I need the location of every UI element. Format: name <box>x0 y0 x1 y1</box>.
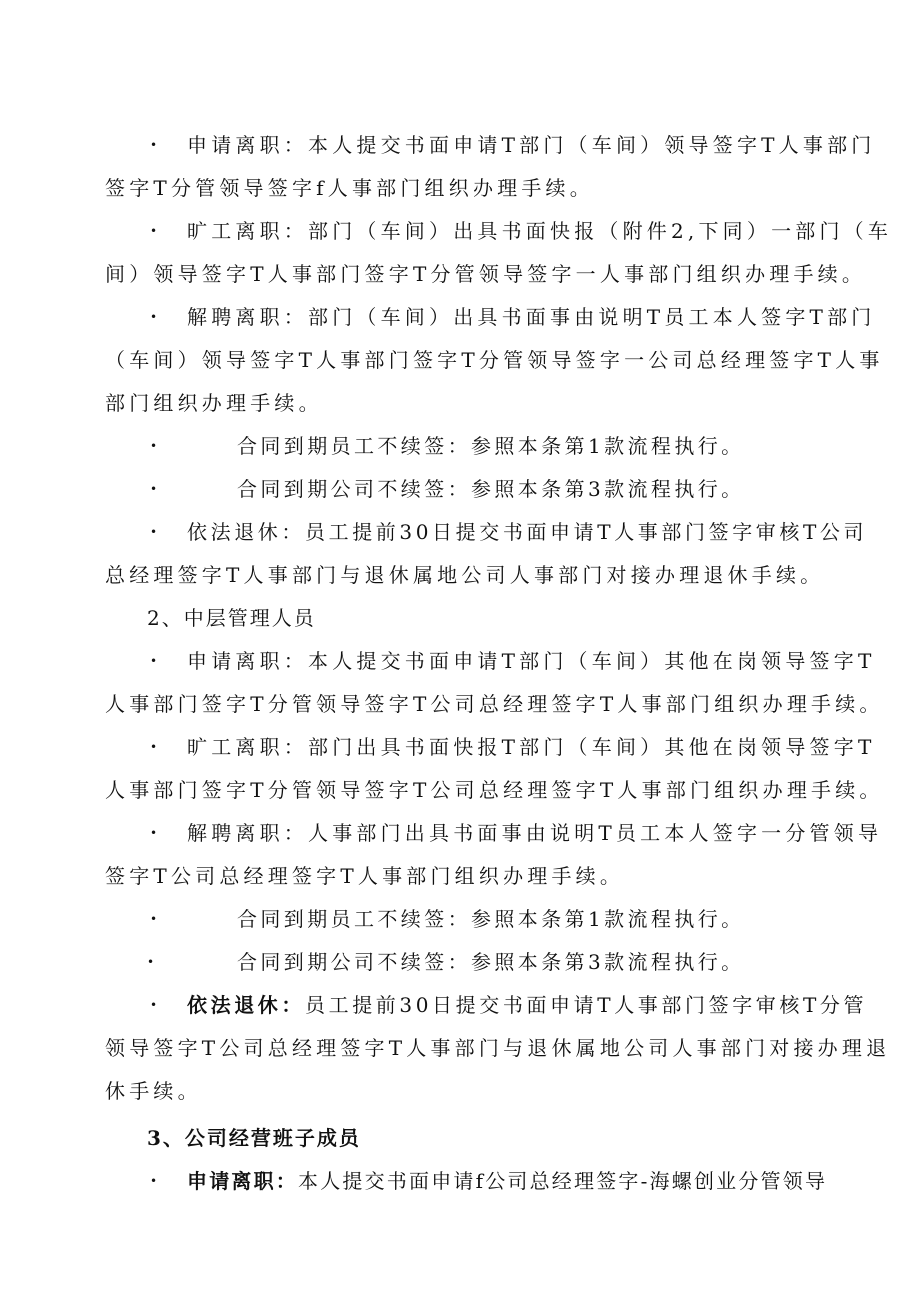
paragraph-line: 合同到期公司不续签：参照本条第3款流程执行。 <box>237 950 745 974</box>
section-heading: 3、公司经营班子成员 <box>147 1126 361 1150</box>
item-label: 依法退休： <box>187 520 305 544</box>
paragraph-line: 间）领导签字T人事部门签字T分管领导签字一人事部门组织办理手续。 <box>105 262 867 286</box>
bullet: • <box>150 654 158 668</box>
bullet: • <box>150 482 158 496</box>
item-text: 部门（车间）出具书面快报（附件2,下同）一部门（车 <box>308 219 893 243</box>
paragraph-line: 签字T公司总经理签字T人事部门组织办理手续。 <box>105 864 625 888</box>
bullet: • <box>150 740 158 754</box>
paragraph-line: 总经理签字T人事部门与退休属地公司人事部门对接办理退休手续。 <box>105 563 825 587</box>
paragraph-line: 合同到期员工不续签：参照本条第1款流程执行。 <box>237 434 745 458</box>
paragraph-line <box>187 820 882 846</box>
bullet: • <box>150 224 158 238</box>
bullet: • <box>150 1174 158 1188</box>
paragraph-line <box>187 992 867 1018</box>
item-label: 申请离职： <box>187 1169 298 1193</box>
bullet: • <box>150 912 158 926</box>
item-label: 旷工离职： <box>187 219 308 243</box>
bullet: • <box>150 525 158 539</box>
paragraph-line <box>187 519 867 545</box>
item-text: 员工提前30日提交书面申请T人事部门签字审核T公司 <box>305 520 868 544</box>
paragraph-line <box>187 734 875 760</box>
paragraph-line <box>187 648 875 674</box>
item-text: 本人提交书面申请f公司总经理签字-海螺创业分管领导 <box>298 1169 828 1193</box>
bullet: • <box>150 310 158 324</box>
bullet: • <box>150 138 158 152</box>
paragraph-line <box>187 304 875 330</box>
item-label: 申请离职： <box>187 649 308 673</box>
paragraph-line: （车间）领导签字T人事部门签字T分管领导签字一公司总经理签字T人事 <box>105 348 884 372</box>
bullet: • <box>147 955 155 969</box>
section-heading: 2、中层管理人员 <box>147 606 316 630</box>
paragraph-line: 合同到期员工不续签：参照本条第1款流程执行。 <box>237 907 745 931</box>
item-label: 申请离职： <box>187 133 308 157</box>
paragraph-line: 合同到期公司不续签：参照本条第3款流程执行。 <box>237 477 745 501</box>
paragraph-line: 休手续。 <box>105 1079 202 1103</box>
paragraph-line <box>187 132 875 158</box>
item-label: 旷工离职： <box>187 735 308 759</box>
item-label: 依法退休： <box>187 993 305 1017</box>
item-text: 本人提交书面申请T部门（车间）领导签字T人事部门 <box>308 133 876 157</box>
item-text: 部门（车间）出具书面事由说明T员工本人签字T部门 <box>308 305 876 329</box>
paragraph-line: 签字T分管领导签字f人事部门组织办理手续。 <box>105 176 594 200</box>
paragraph-line: 领导签字T公司总经理签字T人事部门与退休属地公司人事部门对接办理退 <box>105 1036 891 1060</box>
item-text: 部门出具书面快报T部门（车间）其他在岗领导签字T <box>308 735 876 759</box>
bullet: • <box>150 998 158 1012</box>
item-label: 解聘离职： <box>187 821 308 845</box>
item-text: 员工提前30日提交书面申请T人事部门签字审核T分管 <box>305 993 868 1017</box>
paragraph-line: 人事部门签字T分管领导签字T公司总经理签字T人事部门组织办理手续。 <box>105 778 884 802</box>
bullet: • <box>150 826 158 840</box>
paragraph-line <box>187 218 892 244</box>
paragraph-line: 部门组织办理手续。 <box>105 391 323 415</box>
item-text: 本人提交书面申请T部门（车间）其他在岗领导签字T <box>308 649 876 673</box>
paragraph-line: 人事部门签字T分管领导签字T公司总经理签字T人事部门组织办理手续。 <box>105 692 884 716</box>
item-text: 人事部门出具书面事由说明T员工本人签字一分管领导 <box>308 821 883 845</box>
paragraph-line <box>187 1168 827 1194</box>
bullet: • <box>150 439 158 453</box>
item-label: 解聘离职： <box>187 305 308 329</box>
